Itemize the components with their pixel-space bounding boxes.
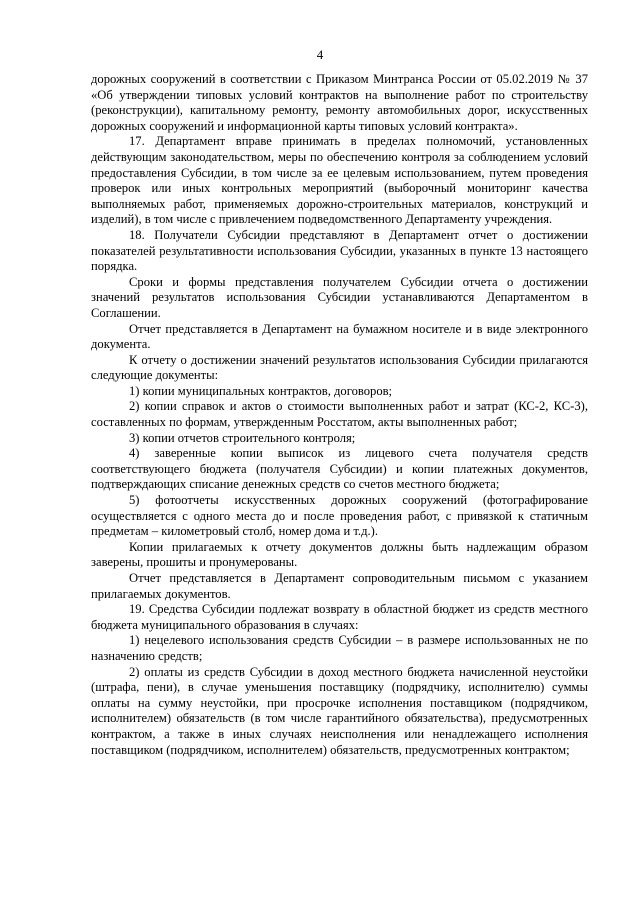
paragraph-cover-letter: Отчет представляется в Департамент сопроводительным письмом с указанием прилагаемых документов.	[91, 571, 588, 601]
paragraph-copies-certified: Копии прилагаемых к отчету документов должны быть надлежащим образом заверены, прошиты и пронумерованы.	[91, 539, 588, 570]
paragraph-19: 19. Средства Субсидии подлежат возврату в областной бюджет из средств местного бюджета муниципального образования в случаях:	[91, 602, 588, 632]
list-item-3: 3) копии отчетов строительного контроля;	[129, 430, 356, 445]
paragraph-17: 17. Департамент вправе принимать в пределах полномочий, установленных действующим законодательством, меры по обеспечению контроля за соблюдением условий предоставления Субсидии, в том числе за ее целевым использованием, путем проведения проверок или иных контрольных мероприятий (выборочный мониторинг качества выполняемых работ, применяемых дорожно-строительных материалов, конструкций и изделий), в том числе с привлечением подведомственного Департаменту учреждения.	[91, 134, 588, 227]
list-item-19-2: 2) оплаты из средств Субсидии в доход местного бюджета начисленной неустойки (штрафа, пени), в случае уменьшения поставщику (подрядчику, исполнителю) суммы оплаты на сумму неустойки, при просрочке исполнения поставщиком (подрядчиком, исполнителем) обязательств (в том числе гарантийного обязательства), предусмотренных контрактом, а также в иных случаях неисполнения или ненадлежащего исполнения поставщиком (подрядчиком, исполнителем) обязательств, предусмотренных контрактом;	[91, 664, 588, 757]
list-item-1: 1) копии муниципальных контрактов, договоров;	[129, 383, 393, 398]
list-item-19-1: 1) нецелевого использования средств Субсидии – в размере использованных не по назначению средств;	[91, 633, 588, 663]
paragraph-18: 18. Получатели Субсидии представляют в Департамент отчет о достижении показателей результативности использования Субсидии, указанных в пункте 13 настоящего порядка.	[91, 227, 588, 274]
paragraph-continuation: дорожных сооружений в соответствии с Приказом Минтранса России от 05.02.2019 № 37 «Об утверждении типовых условий контрактов на выполнение работ по строительству (реконструкции), капитальному ремонту, ремонту автомобильных дорог, искусственных дорожных сооружений и информационной карты типовых условий контракта».	[91, 72, 588, 133]
paragraph-report-terms: Сроки и формы представления получателем Субсидии отчета о достижении значений результатов использования Субсидии устанавливаются Департаментом в Соглашении.	[91, 274, 588, 320]
list-item-2: 2) копии справок и актов о стоимости выполненных работ и затрат (КС-2, КС-3), составленных по формам, утвержденным Росстатом, акты выполненных работ;	[91, 399, 588, 430]
paragraph-report-format: Отчет представляется в Департамент на бумажном носителе и в виде электронного документа.	[91, 321, 588, 352]
paragraph-attachments-intro: К отчету о достижении значений результатов использования Субсидии прилагаются следующие документы:	[91, 352, 588, 383]
page-number: 4	[316, 47, 324, 62]
document-body	[91, 72, 588, 758]
list-item-4: 4) заверенные копии выписок из лицевого счета получателя средств соответствующего бюджета (получателя Субсидии) и копии платежных документов, подтверждающих списание денежных средств со счетов местного бюджета;	[91, 446, 588, 492]
list-item-5: 5) фотоотчеты искусственных дорожных сооружений (фотографирование осуществляется с одного места до и после проведения работ, с привязкой к статичным предметам – километровый столб, номер дома и т.д.).	[91, 493, 588, 539]
